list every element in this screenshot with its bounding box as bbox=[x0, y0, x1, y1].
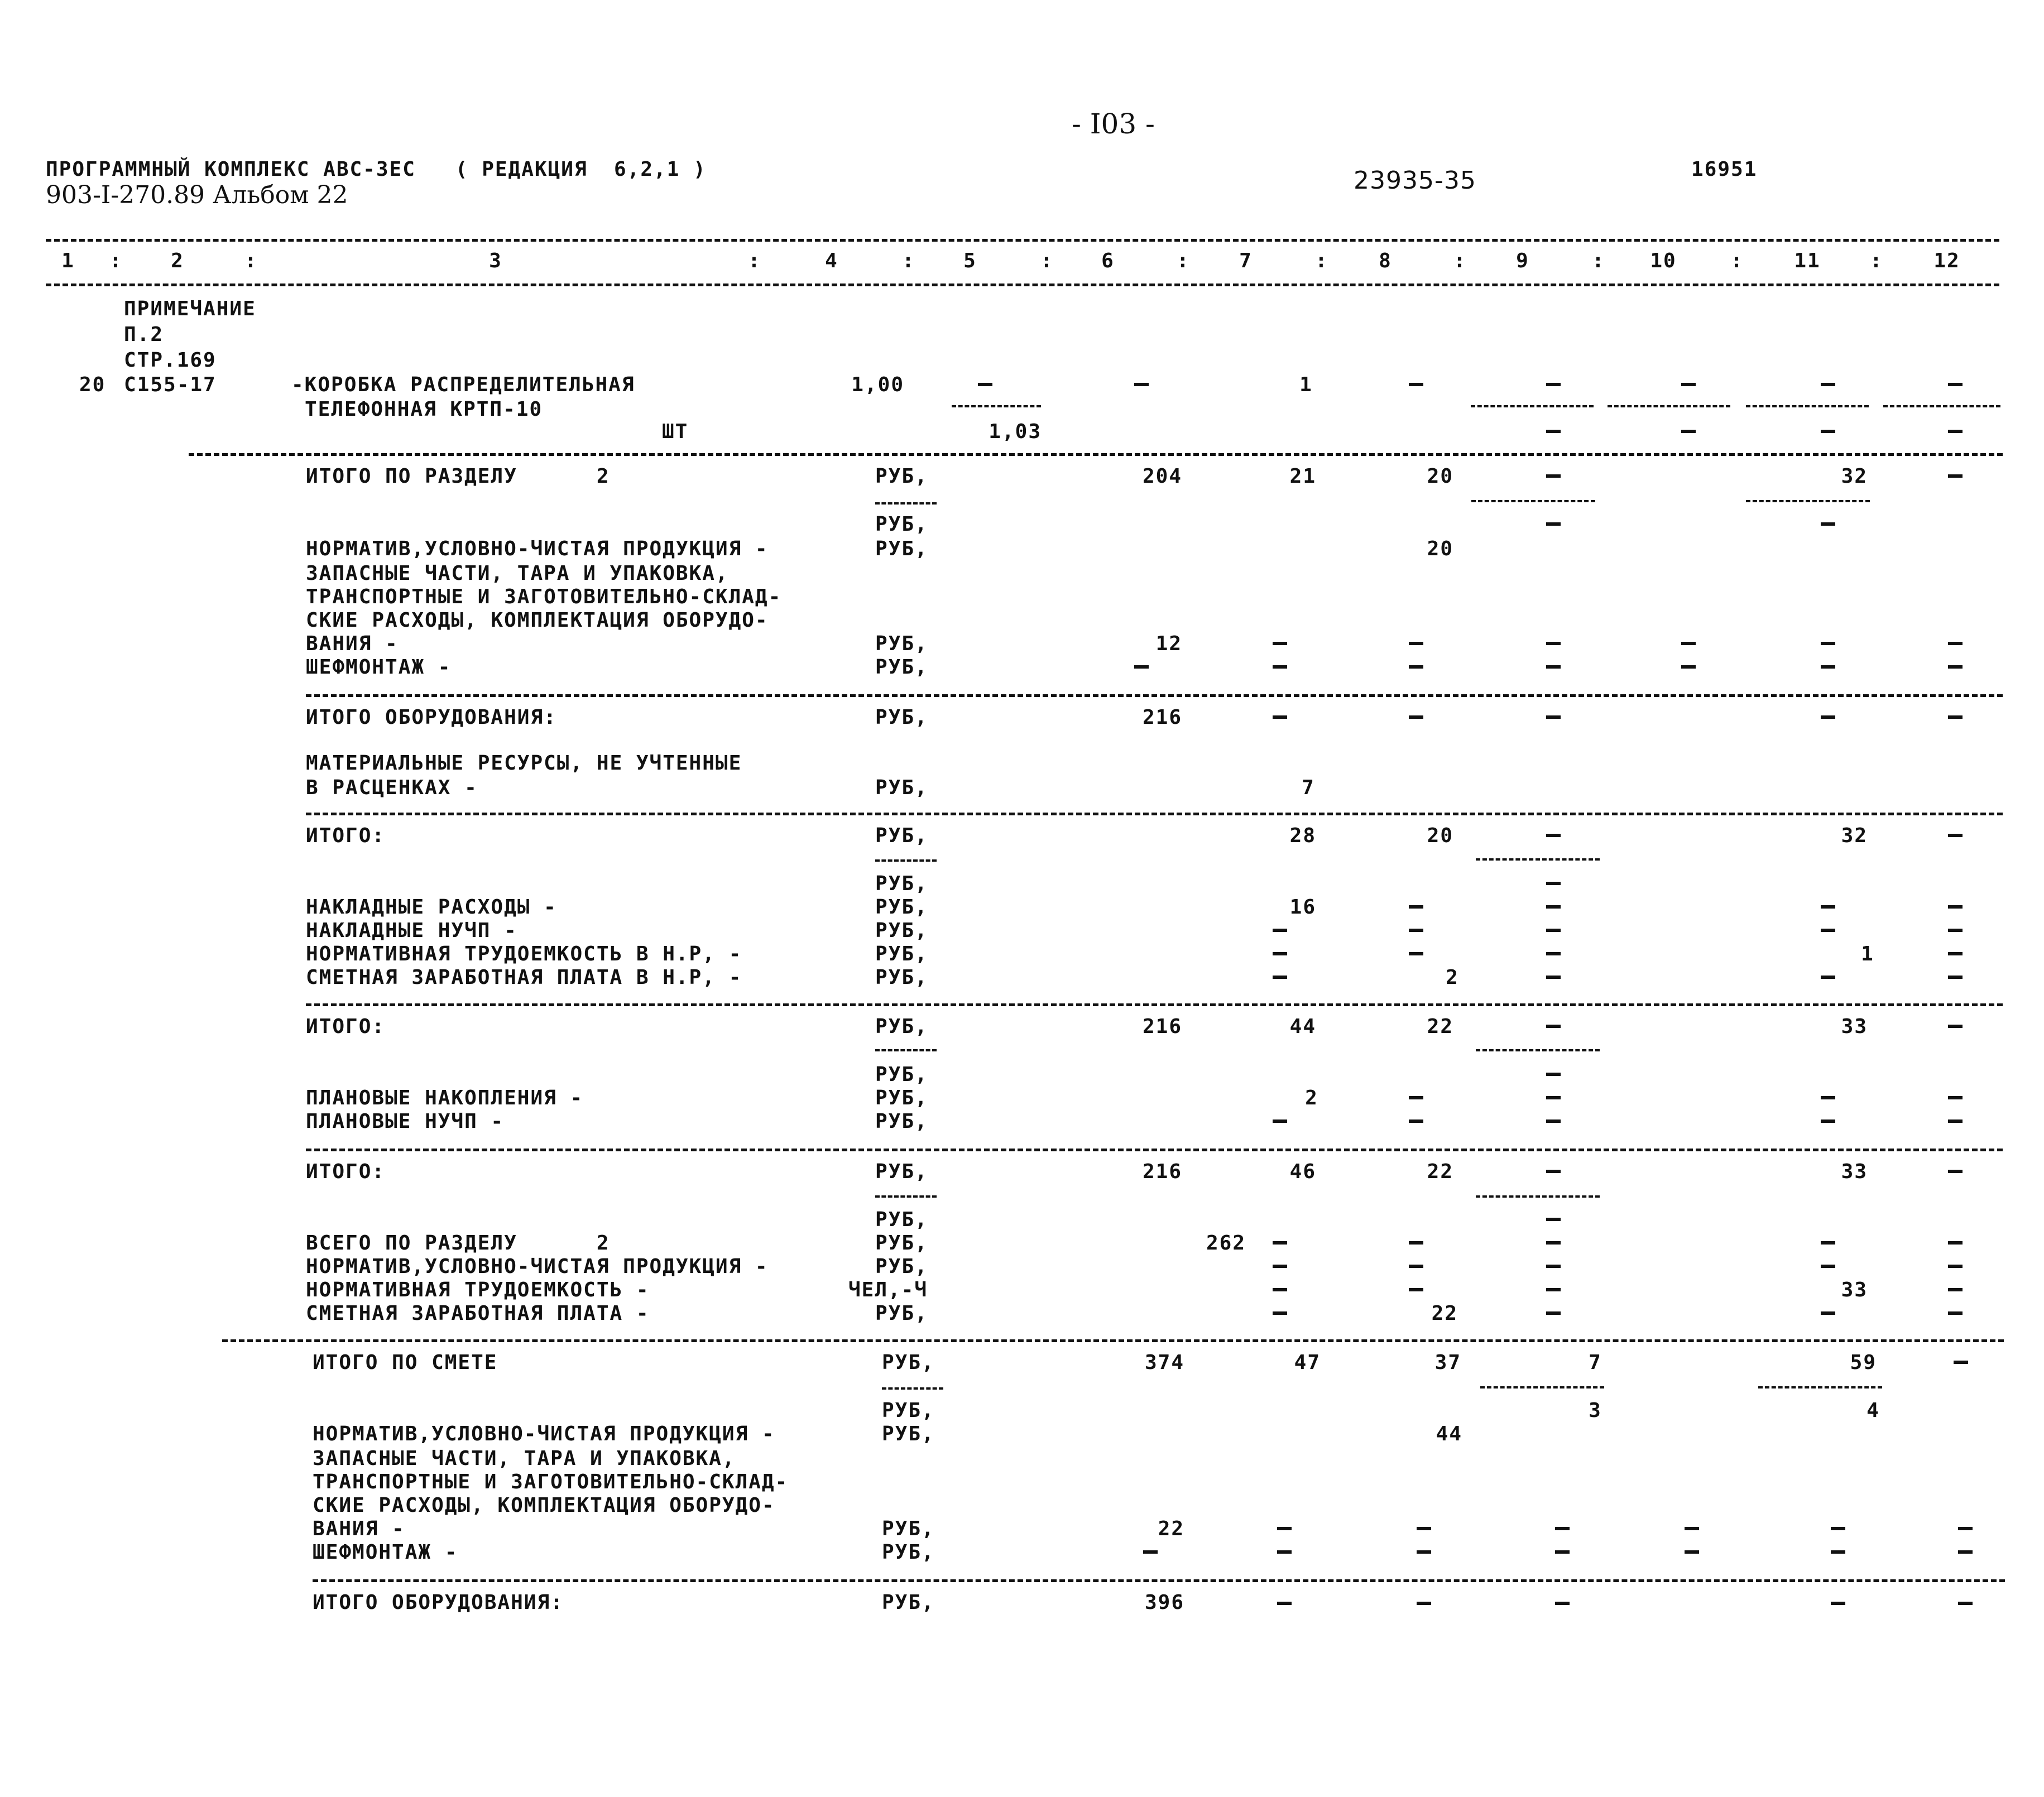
norm-line-2: ЗАПАСНЫЕ ЧАСТИ, ТАРА И УПАКОВКА, bbox=[306, 562, 729, 585]
empty-dash bbox=[1821, 1096, 1835, 1099]
empty-dash bbox=[1546, 1025, 1561, 1028]
unit-rub: РУБ, bbox=[875, 1232, 928, 1255]
empty-dash bbox=[1273, 1265, 1287, 1268]
empty-dash bbox=[1546, 1265, 1561, 1268]
empty-dash bbox=[1948, 952, 1963, 955]
estimate-norm-line-6: ШЕФМОНТАЖ - bbox=[313, 1541, 458, 1564]
materials-line-2: В РАСЦЕНКАХ - bbox=[306, 776, 478, 799]
norm-col8: 20 bbox=[1427, 537, 1453, 560]
empty-dash bbox=[1409, 1096, 1423, 1099]
col-header-1: 1 bbox=[61, 249, 75, 272]
grand-norm-label: НОРМАТИВ,УСЛОВНО-ЧИСТАЯ ПРОДУКЦИЯ - bbox=[306, 1255, 769, 1278]
empty-dash bbox=[1546, 905, 1561, 909]
empty-dash bbox=[1821, 976, 1835, 979]
empty-dash bbox=[1546, 383, 1561, 386]
norm-line-3: ТРАНСПОРТНЫЕ И ЗАГОТОВИТЕЛЬНО-СКЛАД- bbox=[306, 585, 782, 608]
col-separator: : bbox=[1315, 249, 1328, 272]
section-total-col7: 21 bbox=[1289, 465, 1316, 488]
empty-dash bbox=[1273, 1241, 1287, 1245]
unit-rub: РУБ, bbox=[875, 1255, 928, 1278]
section-total-col8: 20 bbox=[1427, 465, 1453, 488]
empty-dash bbox=[1948, 834, 1963, 837]
subtotal-col11: 32 bbox=[1841, 824, 1868, 847]
col-separator: : bbox=[1870, 249, 1883, 272]
labor-np-label: НОРМАТИВНАЯ ТРУДОЕМКОСТЬ В Н.Р, - bbox=[306, 943, 742, 965]
estimate-total-col6: 374 bbox=[1144, 1351, 1184, 1374]
empty-dash bbox=[1948, 430, 1963, 433]
planned-nuchp-label: ПЛАНОВЫЕ НУЧП - bbox=[306, 1110, 505, 1133]
section-total-label: ИТОГО ПО РАЗДЕЛУ 2 bbox=[306, 465, 610, 488]
subtotal-col11: 33 bbox=[1841, 1015, 1868, 1038]
grand-wage-label: СМЕТНАЯ ЗАРАБОТНАЯ ПЛАТА - bbox=[306, 1302, 650, 1325]
empty-dash bbox=[1948, 383, 1963, 386]
col-header-5: 5 bbox=[963, 249, 977, 272]
empty-dash bbox=[1277, 1602, 1292, 1605]
empty-dash bbox=[1958, 1550, 1973, 1554]
subtotal-col8: 20 bbox=[1427, 824, 1453, 847]
equipment-total-col6: 216 bbox=[1142, 706, 1182, 729]
empty-dash bbox=[1681, 642, 1696, 645]
unit-rub: РУБ, bbox=[875, 656, 928, 679]
overhead-label: НАКЛАДНЫЕ РАСХОДЫ - bbox=[306, 896, 557, 919]
empty-dash bbox=[1948, 642, 1963, 645]
estimate-sub-col11: 4 bbox=[1867, 1399, 1880, 1422]
unit-rub: РУБ, bbox=[882, 1351, 935, 1374]
empty-dash bbox=[1546, 430, 1561, 433]
estimate-norm-line-1: НОРМАТИВ,УСЛОВНО-ЧИСТАЯ ПРОДУКЦИЯ - bbox=[313, 1423, 775, 1445]
empty-dash bbox=[1409, 383, 1423, 386]
empty-dash bbox=[1409, 1241, 1423, 1245]
unit-rub: РУБ, bbox=[882, 1591, 935, 1614]
unit-rub: РУБ, bbox=[875, 776, 928, 799]
page-number: - I03 - bbox=[1072, 108, 1155, 140]
empty-dash bbox=[1821, 1241, 1835, 1245]
materials-col7: 7 bbox=[1302, 776, 1315, 799]
subtotal-col11: 33 bbox=[1841, 1160, 1868, 1183]
col-header-8: 8 bbox=[1379, 249, 1392, 272]
unit-man-hours: ЧЕЛ,-Ч bbox=[848, 1279, 928, 1301]
subtotal-col7: 44 bbox=[1289, 1015, 1316, 1038]
unit-rub: РУБ, bbox=[875, 896, 928, 919]
col-header-6: 6 bbox=[1101, 249, 1115, 272]
empty-dash bbox=[1948, 1170, 1963, 1173]
empty-dash bbox=[1277, 1527, 1292, 1530]
grand-section-label: ВСЕГО ПО РАЗДЕЛУ 2 bbox=[306, 1232, 610, 1255]
empty-dash bbox=[1821, 383, 1835, 386]
empty-dash bbox=[1831, 1527, 1845, 1530]
estimate-sub-col9: 3 bbox=[1589, 1399, 1602, 1422]
planned-savings-label: ПЛАНОВЫЕ НАКОПЛЕНИЯ - bbox=[306, 1087, 584, 1109]
subtotal-col8: 22 bbox=[1427, 1015, 1453, 1038]
empty-dash bbox=[1948, 1241, 1963, 1245]
empty-dash bbox=[1555, 1602, 1570, 1605]
empty-dash bbox=[1546, 882, 1561, 885]
empty-dash bbox=[1546, 642, 1561, 645]
col-header-4: 4 bbox=[825, 249, 838, 272]
unit-rub: РУБ, bbox=[882, 1517, 935, 1540]
estimate-norm-line-5: ВАНИЯ - bbox=[313, 1517, 405, 1540]
empty-dash bbox=[1273, 1288, 1287, 1291]
sub-underline bbox=[882, 1387, 943, 1390]
estimate-rule bbox=[222, 1339, 2004, 1342]
grand-wage-col8: 22 bbox=[1431, 1302, 1458, 1325]
overhead-nuchp-label: НАКЛАДНЫЕ НУЧП - bbox=[306, 919, 517, 942]
note-page: СТР.169 bbox=[124, 349, 217, 372]
handwritten-code: 23935-35 bbox=[1354, 166, 1476, 195]
estimate-norm-line-3: ТРАНСПОРТНЫЕ И ЗАГОТОВИТЕЛЬНО-СКЛАД- bbox=[313, 1471, 789, 1493]
subtotal-col7: 46 bbox=[1289, 1160, 1316, 1183]
empty-dash bbox=[1821, 1311, 1835, 1315]
col-header-9: 9 bbox=[1516, 249, 1529, 272]
col-separator: : bbox=[748, 249, 761, 272]
empty-dash bbox=[1546, 665, 1561, 669]
unit-rub: РУБ, bbox=[875, 537, 928, 560]
item-underline bbox=[1746, 405, 1869, 407]
empty-dash bbox=[1948, 976, 1963, 979]
empty-dash bbox=[1546, 1073, 1561, 1076]
item-underline bbox=[1608, 405, 1730, 407]
unit-rub: РУБ, bbox=[875, 1015, 928, 1038]
table-header-rule bbox=[46, 284, 1999, 286]
sub-underline bbox=[1476, 1195, 1600, 1198]
unit-rub: РУБ, bbox=[875, 1087, 928, 1109]
item-col7-value: 1 bbox=[1299, 373, 1313, 396]
estimate-vaniya-col6: 22 bbox=[1158, 1517, 1184, 1540]
empty-dash bbox=[1821, 1265, 1835, 1268]
unit-rub: РУБ, bbox=[875, 919, 928, 942]
item-description: -КОРОБКА РАСПРЕДЕЛИТЕЛЬНАЯ bbox=[291, 373, 635, 396]
subtotal-label: ИТОГО: bbox=[306, 1160, 386, 1183]
empty-dash bbox=[1546, 474, 1561, 478]
estimate-norm-line-2: ЗАПАСНЫЕ ЧАСТИ, ТАРА И УПАКОВКА, bbox=[313, 1447, 736, 1470]
empty-dash bbox=[1685, 1527, 1699, 1530]
item-underline bbox=[1883, 405, 2000, 407]
equipment-total-label: ИТОГО ОБОРУДОВАНИЯ: bbox=[306, 706, 557, 729]
sub-underline bbox=[875, 1195, 937, 1198]
item-code: С155-17 bbox=[124, 373, 217, 396]
item-unit: ШТ bbox=[662, 420, 689, 443]
empty-dash bbox=[1409, 905, 1423, 909]
empty-dash bbox=[1821, 642, 1835, 645]
empty-dash bbox=[1417, 1527, 1431, 1530]
norm-line-5: ВАНИЯ - bbox=[306, 632, 399, 655]
subtotal-label: ИТОГО: bbox=[306, 1015, 386, 1038]
norm-line-6: ШЕФМОНТАЖ - bbox=[306, 656, 452, 679]
empty-dash bbox=[1821, 430, 1835, 433]
item-description-2: ТЕЛЕФОННАЯ КРТП-10 bbox=[305, 398, 543, 421]
empty-dash bbox=[1821, 929, 1835, 932]
col-separator: : bbox=[244, 249, 258, 272]
empty-dash bbox=[1546, 715, 1561, 719]
subtotal-col7: 28 bbox=[1289, 824, 1316, 847]
planned-savings-col7: 2 bbox=[1305, 1087, 1318, 1109]
empty-dash bbox=[1948, 1288, 1963, 1291]
sub-underline bbox=[875, 502, 937, 504]
section-rule bbox=[306, 1003, 2003, 1006]
unit-rub: РУБ, bbox=[882, 1423, 935, 1445]
col-separator: : bbox=[1177, 249, 1190, 272]
unit-rub: РУБ, bbox=[875, 1208, 928, 1231]
empty-dash bbox=[1948, 1119, 1963, 1123]
empty-dash bbox=[1546, 1119, 1561, 1123]
document-number: 16951 bbox=[1691, 158, 1758, 181]
unit-rub: РУБ, bbox=[875, 943, 928, 965]
empty-dash bbox=[1681, 383, 1696, 386]
col-header-11: 11 bbox=[1794, 249, 1821, 272]
empty-dash bbox=[1409, 665, 1423, 669]
empty-dash bbox=[1555, 1550, 1570, 1554]
empty-dash bbox=[1273, 929, 1287, 932]
empty-dash bbox=[1409, 1265, 1423, 1268]
estimate-norm-line-4: СКИЕ РАСХОДЫ, КОМПЛЕКТАЦИЯ ОБОРУДО- bbox=[313, 1494, 775, 1517]
empty-dash bbox=[1143, 1550, 1158, 1554]
unit-rub: РУБ, bbox=[875, 966, 928, 989]
estimate-rule bbox=[313, 1579, 2005, 1582]
empty-dash bbox=[1948, 1265, 1963, 1268]
unit-rub: РУБ, bbox=[875, 632, 928, 655]
section-rule bbox=[306, 1149, 2003, 1151]
empty-dash bbox=[978, 383, 992, 386]
empty-dash bbox=[1417, 1550, 1431, 1554]
unit-rub: РУБ, bbox=[882, 1399, 935, 1422]
sub-underline bbox=[1471, 500, 1595, 502]
col-separator: : bbox=[1453, 249, 1467, 272]
empty-dash bbox=[1546, 976, 1561, 979]
empty-dash bbox=[1546, 1218, 1561, 1221]
empty-dash bbox=[1948, 905, 1963, 909]
empty-dash bbox=[1273, 665, 1287, 669]
item-underline bbox=[952, 405, 1041, 407]
empty-dash bbox=[1831, 1602, 1845, 1605]
col-separator: : bbox=[1592, 249, 1605, 272]
empty-dash bbox=[1831, 1550, 1845, 1554]
grand-labor-col11: 33 bbox=[1841, 1279, 1868, 1301]
empty-dash bbox=[1273, 1119, 1287, 1123]
empty-dash bbox=[1273, 1311, 1287, 1315]
col-separator: : bbox=[1040, 249, 1054, 272]
empty-dash bbox=[1821, 715, 1835, 719]
unit-rub: РУБ, bbox=[882, 1541, 935, 1564]
sub-underline bbox=[1746, 500, 1870, 502]
col-separator: : bbox=[109, 249, 123, 272]
vaniya-col6: 12 bbox=[1155, 632, 1182, 655]
unit-rub: РУБ, bbox=[875, 1110, 928, 1133]
estimate-total-col7: 47 bbox=[1294, 1351, 1321, 1374]
wage-np-label: СМЕТНАЯ ЗАРАБОТНАЯ ПЛАТА В Н.Р, - bbox=[306, 966, 742, 989]
unit-rub: РУБ, bbox=[875, 513, 928, 536]
norm-line-1: НОРМАТИВ,УСЛОВНО-ЧИСТАЯ ПРОДУКЦИЯ - bbox=[306, 537, 769, 560]
empty-dash bbox=[1546, 1170, 1561, 1173]
empty-dash bbox=[1948, 1311, 1963, 1315]
empty-dash bbox=[1546, 834, 1561, 837]
section-total-col11: 32 bbox=[1841, 465, 1868, 488]
estimate-total-col8: 37 bbox=[1434, 1351, 1461, 1374]
empty-dash bbox=[1685, 1550, 1699, 1554]
album-label: 903-I-270.89 Альбом 22 bbox=[46, 181, 348, 209]
unit-rub: РУБ, bbox=[875, 465, 928, 488]
sub-underline bbox=[1480, 1386, 1604, 1388]
empty-dash bbox=[1273, 642, 1287, 645]
materials-line-1: МАТЕРИАЛЬНЫЕ РЕСУРСЫ, НЕ УЧТЕННЫЕ bbox=[306, 752, 742, 775]
estimate-equipment-label: ИТОГО ОБОРУДОВАНИЯ: bbox=[313, 1591, 564, 1614]
note-label: ПРИМЕЧАНИЕ bbox=[124, 297, 256, 320]
empty-dash bbox=[1821, 1119, 1835, 1123]
estimate-equipment-col6: 396 bbox=[1144, 1591, 1184, 1614]
sub-underline bbox=[875, 859, 937, 862]
empty-dash bbox=[1277, 1550, 1292, 1554]
empty-dash bbox=[1273, 952, 1287, 955]
empty-dash bbox=[1546, 1241, 1561, 1245]
subtotal-col6: 216 bbox=[1142, 1015, 1182, 1038]
table-top-rule bbox=[46, 239, 1999, 242]
col-header-7: 7 bbox=[1239, 249, 1253, 272]
empty-dash bbox=[1546, 929, 1561, 932]
unit-rub: РУБ, bbox=[875, 1160, 928, 1183]
unit-rub: РУБ, bbox=[875, 706, 928, 729]
empty-dash bbox=[1954, 1361, 1968, 1364]
col-header-12: 12 bbox=[1933, 249, 1960, 272]
subtotal-col6: 216 bbox=[1142, 1160, 1182, 1183]
empty-dash bbox=[1546, 1311, 1561, 1315]
empty-dash bbox=[1821, 522, 1835, 526]
item-underline bbox=[1471, 405, 1594, 407]
unit-rub: РУБ, bbox=[875, 1063, 928, 1086]
empty-dash bbox=[1681, 430, 1696, 433]
empty-dash bbox=[1546, 1096, 1561, 1099]
empty-dash bbox=[1546, 952, 1561, 955]
sub-underline bbox=[1758, 1386, 1882, 1388]
item-number: 20 bbox=[79, 373, 106, 396]
unit-rub: РУБ, bbox=[875, 872, 928, 895]
section-rule bbox=[306, 694, 2003, 697]
empty-dash bbox=[1409, 1119, 1423, 1123]
section-rule bbox=[189, 453, 2003, 456]
estimate-total-col9: 7 bbox=[1589, 1351, 1602, 1374]
grand-labor-label: НОРМАТИВНАЯ ТРУДОЕМКОСТЬ - bbox=[306, 1279, 650, 1301]
empty-dash bbox=[1821, 905, 1835, 909]
wage-np-col8: 2 bbox=[1446, 966, 1459, 989]
col-header-2: 2 bbox=[171, 249, 184, 272]
estimate-total-label: ИТОГО ПО СМЕТЕ bbox=[313, 1351, 498, 1374]
overhead-col7: 16 bbox=[1289, 896, 1316, 919]
item-coefficient: 1,03 bbox=[989, 420, 1042, 443]
item-quantity: 1,00 bbox=[851, 373, 904, 396]
empty-dash bbox=[1273, 715, 1287, 719]
unit-rub: РУБ, bbox=[875, 1302, 928, 1325]
col-separator: : bbox=[1730, 249, 1744, 272]
empty-dash bbox=[1273, 976, 1287, 979]
unit-rub: РУБ, bbox=[875, 824, 928, 847]
norm-line-4: СКИЕ РАСХОДЫ, КОМПЛЕКТАЦИЯ ОБОРУДО- bbox=[306, 609, 769, 632]
empty-dash bbox=[1948, 1096, 1963, 1099]
note-clause: П.2 bbox=[124, 323, 164, 346]
estimate-norm-col8: 44 bbox=[1436, 1423, 1462, 1445]
empty-dash bbox=[1958, 1602, 1973, 1605]
empty-dash bbox=[1409, 1288, 1423, 1291]
empty-dash bbox=[1546, 522, 1561, 526]
empty-dash bbox=[1546, 1288, 1561, 1291]
program-title: ПРОГРАММНЫЙ КОМПЛЕКС АВС-3ЕС ( РЕДАКЦИЯ 6,2,1 ) bbox=[46, 158, 707, 181]
estimate-total-col11: 59 bbox=[1850, 1351, 1877, 1374]
empty-dash bbox=[1948, 929, 1963, 932]
empty-dash bbox=[1681, 665, 1696, 669]
subtotal-label: ИТОГО: bbox=[306, 824, 386, 847]
empty-dash bbox=[1821, 665, 1835, 669]
empty-dash bbox=[1134, 665, 1149, 669]
empty-dash bbox=[1409, 642, 1423, 645]
empty-dash bbox=[1134, 383, 1149, 386]
empty-dash bbox=[1948, 1025, 1963, 1028]
empty-dash bbox=[1417, 1602, 1431, 1605]
col-separator: : bbox=[902, 249, 915, 272]
empty-dash bbox=[1948, 474, 1963, 478]
grand-section-col6: 262 bbox=[1206, 1232, 1246, 1255]
empty-dash bbox=[1555, 1527, 1570, 1530]
col-header-10: 10 bbox=[1650, 249, 1677, 272]
empty-dash bbox=[1409, 952, 1423, 955]
empty-dash bbox=[1409, 715, 1423, 719]
section-total-col6: 204 bbox=[1142, 465, 1182, 488]
empty-dash bbox=[1948, 715, 1963, 719]
col-header-3: 3 bbox=[489, 249, 502, 272]
sub-underline bbox=[1476, 1049, 1600, 1051]
subtotal-col8: 22 bbox=[1427, 1160, 1453, 1183]
section-rule bbox=[306, 813, 2003, 815]
sub-underline bbox=[1476, 858, 1600, 861]
empty-dash bbox=[1409, 929, 1423, 932]
empty-dash bbox=[1948, 665, 1963, 669]
sub-underline bbox=[875, 1049, 937, 1051]
labor-np-col11: 1 bbox=[1861, 943, 1874, 965]
empty-dash bbox=[1958, 1527, 1973, 1530]
